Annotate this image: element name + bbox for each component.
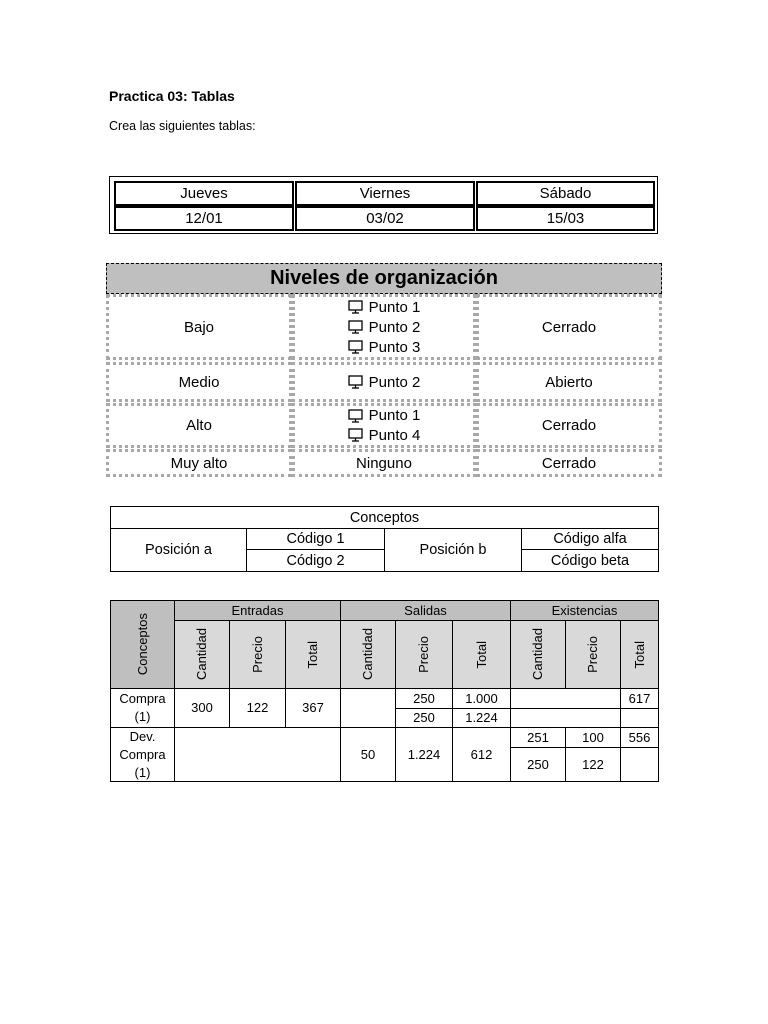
monitor-icon (348, 340, 363, 354)
concepts-table (110, 506, 659, 572)
empty-cell (510, 708, 621, 728)
monitor-icon (348, 409, 363, 423)
levels-table (106, 263, 662, 478)
concepts-vertical-header: Conceptos (110, 600, 175, 689)
level-cell: Bajo (106, 294, 292, 360)
value-cell: 367 (285, 688, 341, 728)
subheader-precio: Precio (395, 620, 453, 689)
monitor-icon (348, 300, 363, 314)
subheader-cantidad: Cantidad (510, 620, 566, 689)
subheader-total: Total (620, 620, 659, 689)
inventory-table (110, 600, 659, 782)
value-cell: 1.000 (452, 688, 511, 709)
value-cell: 1.224 (395, 727, 453, 782)
value-cell: 100 (565, 727, 621, 748)
empty-cell (340, 688, 396, 728)
code-2: Código 2 (246, 549, 385, 572)
state-cell: Cerrado (476, 449, 662, 477)
position-a: Posición a (110, 528, 247, 572)
subheader-cantidad: Cantidad (340, 620, 396, 689)
day-value: 15/03 (476, 206, 655, 231)
day-header: Jueves (114, 181, 294, 206)
group-header-salidas: Salidas (340, 600, 511, 621)
code-beta: Código beta (521, 549, 659, 572)
group-header-entradas: Entradas (174, 600, 341, 621)
day-value: 03/02 (295, 206, 475, 231)
monitor-icon (348, 375, 363, 389)
value-cell: 1.224 (452, 708, 511, 728)
levels-title: Niveles de organización (106, 263, 662, 294)
day-header: Sábado (476, 181, 655, 206)
value-cell: 50 (340, 727, 396, 782)
points-cell: Punto 1 Punto 4 (292, 403, 476, 448)
value-cell: 250 (395, 688, 453, 709)
day-header: Viernes (295, 181, 475, 206)
value-cell: 612 (452, 727, 511, 782)
value-cell: 251 (510, 727, 566, 748)
empty-cell (620, 708, 659, 728)
value-cell: 556 (620, 727, 659, 748)
group-header-existencias: Existencias (510, 600, 659, 621)
empty-cell (174, 727, 341, 782)
points-cell: Ninguno (292, 449, 476, 477)
state-cell: Abierto (476, 362, 662, 402)
row-label: Dev. Compra (1) (110, 727, 175, 782)
monitor-icon (348, 320, 363, 334)
state-cell: Cerrado (476, 294, 662, 360)
position-b: Posición b (384, 528, 522, 572)
value-cell: 122 (229, 688, 286, 728)
day-value: 12/01 (114, 206, 294, 231)
empty-cell (620, 747, 659, 782)
subheader-precio: Precio (229, 620, 286, 689)
concepts-header: Conceptos (110, 506, 659, 529)
page-subtitle: Crea las siguientes tablas: (109, 119, 256, 133)
subheader-total: Total (285, 620, 341, 689)
value-cell: 250 (395, 708, 453, 728)
value-cell: 300 (174, 688, 230, 728)
subheader-cantidad: Cantidad (174, 620, 230, 689)
code-1: Código 1 (246, 528, 385, 550)
level-cell: Medio (106, 362, 292, 402)
empty-cell (510, 688, 621, 709)
value-cell: 122 (565, 747, 621, 782)
state-cell: Cerrado (476, 403, 662, 448)
subheader-precio: Precio (565, 620, 621, 689)
code-alfa: Código alfa (521, 528, 659, 550)
level-cell: Muy alto (106, 449, 292, 477)
points-cell: Punto 1 Punto 2 Punto 3 (292, 294, 476, 360)
row-label: Compra (1) (110, 688, 175, 728)
points-cell: Punto 2 (292, 362, 476, 402)
page-title: Practica 03: Tablas (109, 88, 235, 104)
level-cell: Alto (106, 403, 292, 448)
value-cell: 250 (510, 747, 566, 782)
days-table (109, 176, 658, 234)
value-cell: 617 (620, 688, 659, 709)
monitor-icon (348, 428, 363, 442)
subheader-total: Total (452, 620, 511, 689)
